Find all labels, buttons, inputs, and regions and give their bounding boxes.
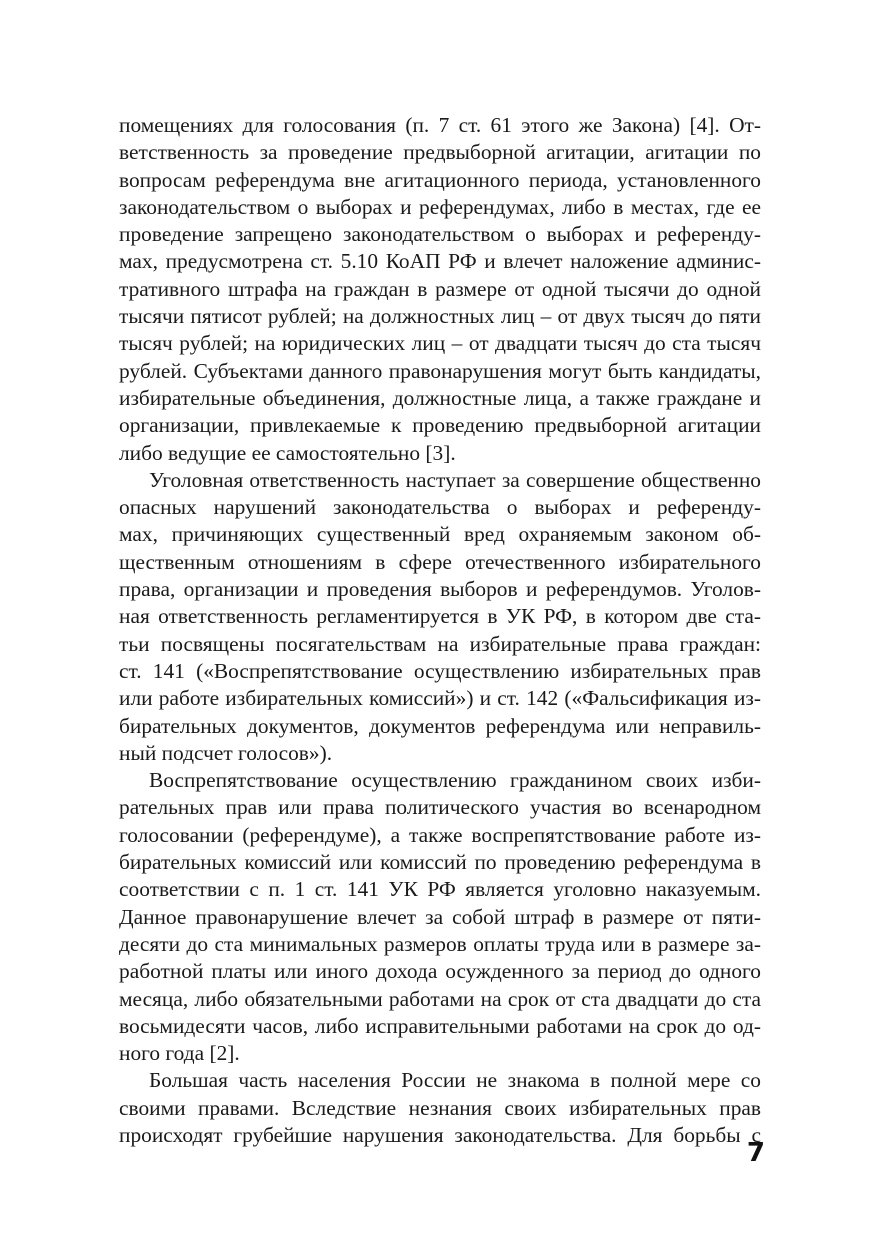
text-line: десяти до ста минимальных размеров оплаты труда или в размере за- [119,931,761,956]
paragraph [119,467,761,767]
text-line: ст. 141 («Воспрепятствование осуществлению избирательных прав [119,658,761,683]
paragraph [119,767,761,1067]
text-line: проведение запрещено законодательством о выборах и референду- [119,222,761,247]
text-line: голосовании (референдуме), а также воспрепятствование работе из- [119,822,761,847]
text-line: вопросам референдума вне агитационного периода, установленного [119,167,761,192]
text-line: помещениях для голосования (п. 7 ст. 61 этого же Закона) [4]. От- [119,113,761,137]
text-line: бирательных комиссий или комиссий по проведению референдума в [119,850,761,875]
text-line: Уголовная ответственность наступает за совершение общественно [149,467,761,492]
text-line: щественным отношениям в сфере отечественного избирательного [119,549,761,574]
text-line: тысячи пятисот рублей; на должностных лиц – от двух тысяч до пяти [119,304,761,329]
text-line: законодательством о выборах и референдумах, либо в местах, где ее [119,194,761,219]
text-line: ветственность за проведение предвыборной агитации, агитации по [119,140,761,165]
page-number: 7 [746,1138,765,1168]
text-line: ная ответственность регламентируется в УК РФ, в котором две ста- [119,604,761,629]
text-line: тьи посвящены посягательствам на избирательные права граждан: [119,631,761,656]
text-line: опасных нарушений законодательства о выборах и референду- [119,495,761,520]
body-text [119,112,761,1149]
text-line: тысяч рублей; на юридических лиц – от двадцати тысяч до ста тысяч [119,331,761,356]
text-line: тративного штрафа на граждан в размере от одной тысячи до одной [119,276,761,301]
text-line: ный подсчет голосов»). [119,740,333,765]
text-line: соответствии с п. 1 ст. 141 УК РФ является уголовно наказуемым. [119,877,761,902]
text-line: избирательные объединения, должностные лица, а также граждане и [119,385,761,410]
text-line: бирательных документов, документов референдума или неправиль- [119,713,761,738]
text-line: происходят грубейшие нарушения законодательства. Для борьбы с [119,1122,761,1147]
paragraph [119,1067,761,1149]
text-line: Воспрепятствование осуществлению гражданином своих изби- [149,768,761,793]
text-line: либо ведущие ее самостоятельно [3]. [119,440,456,465]
text-line: организации, привлекаемые к проведению предвыборной агитации [119,413,761,438]
text-line: права, организации и проведения выборов и референдумов. Уголов- [119,577,761,602]
paragraph [119,112,761,467]
text-line: Данное правонарушение влечет за собой штраф в размере от пяти- [119,904,761,929]
text-line: рублей. Субъектами данного правонарушения могут быть кандидаты, [119,358,761,383]
text-line: или работе избирательных комиссий») и ст. 142 («Фальсификация из- [119,686,761,711]
text-line: мах, причиняющих существенный вред охраняемым законом об- [119,522,761,547]
text-line: работной платы или иного дохода осужденного за период до одного [119,959,761,984]
text-line: рательных прав или права политического участия во всенародном [119,795,761,820]
text-line: восьмидесяти часов, либо исправительными работами на срок до од- [119,1013,761,1038]
text-line: Большая часть населения России не знакома в полной мере со [149,1068,761,1093]
text-line: ного года [2]. [119,1041,240,1066]
text-line: мах, предусмотрена ст. 5.10 КоАП РФ и влечет наложение админис- [119,249,761,274]
text-line: месяца, либо обязательными работами на срок от ста двадцати до ста [119,986,761,1011]
text-line: своими правами. Вследствие незнания своих избирательных прав [119,1095,761,1120]
